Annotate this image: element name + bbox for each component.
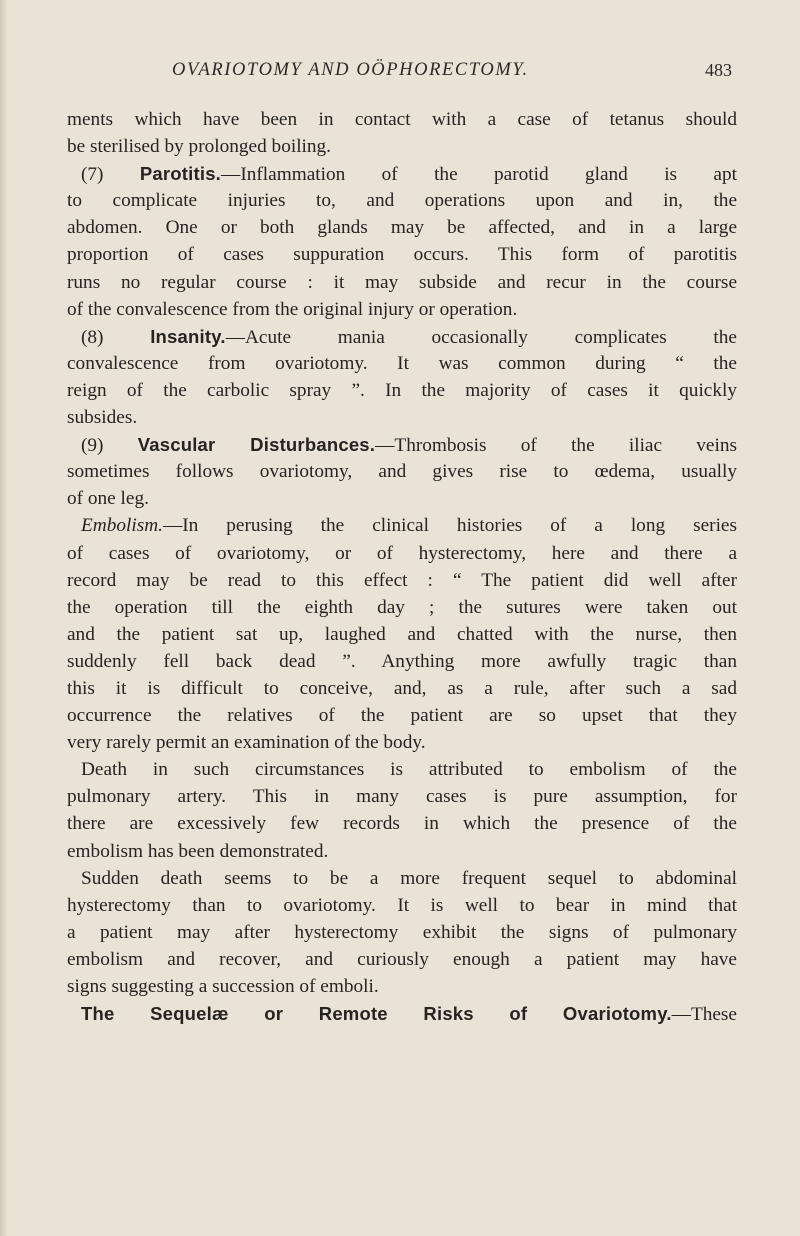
page-binding-edge bbox=[0, 0, 8, 1236]
section-embolism-line bbox=[67, 512, 737, 539]
text-line: proportion of cases suppuration occurs. This form of parotitis bbox=[67, 244, 737, 266]
text-line: be sterilised by prolonged boiling. bbox=[67, 136, 332, 158]
section-text: —Thrombosis of the iliac veins bbox=[375, 435, 737, 457]
section-text: —Acute mania occasionally complicates the bbox=[225, 326, 737, 348]
text-line: to complicate injuries to, and operations upon and in, the bbox=[67, 190, 737, 212]
section-sequelae-line bbox=[67, 1000, 737, 1027]
text-line: of cases of ovariotomy, or of hysterectomy, here and there a bbox=[67, 542, 737, 564]
text-line: very rarely permit an examination of the body. bbox=[67, 732, 426, 754]
section-number: (7) bbox=[81, 164, 104, 186]
text-line: this it is difficult to conceive, and, as a rule, after such a sad bbox=[67, 677, 737, 699]
text-line: runs no regular course : it may subside and recur in the course bbox=[67, 271, 737, 293]
section-text: —These bbox=[671, 1004, 737, 1026]
section-heading-sequelae: The Sequelæ or Remote Risks of Ovariotomy. bbox=[81, 1003, 672, 1025]
section-text: —In perusing the clinical histories of a long series bbox=[162, 515, 737, 537]
text-line: sometimes follows ovariotomy, and gives rise to œdema, usually bbox=[67, 461, 737, 483]
text-line: occurrence the relatives of the patient are so upset that they bbox=[67, 705, 737, 727]
section-heading-insanity: Insanity. bbox=[150, 325, 226, 347]
running-title: OVARIOTOMY AND OÖPHORECTOMY. bbox=[172, 60, 529, 80]
section-insanity-line bbox=[67, 323, 737, 350]
section-parotitis-line bbox=[67, 160, 737, 187]
text-line: of one leg. bbox=[67, 488, 149, 510]
text-line: embolism has been demonstrated. bbox=[67, 840, 329, 862]
section-number: (9) bbox=[81, 435, 104, 457]
text-line: ments which have been in contact with a case of tetanus should bbox=[67, 109, 737, 130]
text-line: abdomen. One or both glands may be affected, and in a large bbox=[67, 217, 737, 239]
text-line: hysterectomy than to ovariotomy. It is well to bear in mind that bbox=[67, 894, 737, 916]
text-line: convalescence from ovariotomy. It was common during “ the bbox=[67, 352, 737, 374]
section-number: (8) bbox=[81, 326, 104, 348]
text-line: record may be read to this effect : “ The patient did well after bbox=[67, 569, 737, 591]
section-heading-parotitis: Parotitis. bbox=[139, 163, 222, 185]
text-line: there are excessively few records in which the presence of the bbox=[67, 813, 737, 835]
text-line: suddenly fell back dead ”. Anything more awfully tragic than bbox=[67, 650, 737, 672]
page-number: 483 bbox=[705, 60, 732, 80]
body-text bbox=[67, 106, 737, 1027]
section-vascular-line bbox=[67, 431, 737, 458]
text-line: and the patient sat up, laughed and chatted with the nurse, then bbox=[67, 623, 737, 645]
text-line: signs suggesting a succession of emboli. bbox=[67, 976, 379, 997]
section-text: —Inflammation of the parotid gland is apt bbox=[221, 164, 737, 186]
text-line: reign of the carbolic spray ”. In the majority of cases it quickly bbox=[67, 379, 737, 401]
text-line: pulmonary artery. This in many cases is pure assumption, for bbox=[67, 786, 737, 808]
running-head bbox=[172, 60, 732, 90]
text-line: Sudden death seems to be a more frequent sequel to abdominal bbox=[81, 867, 737, 889]
text-line: embolism and recover, and curiously enough a patient may have bbox=[67, 948, 737, 970]
text-line: subsides. bbox=[67, 407, 138, 429]
text-line: the operation till the eighth day ; the sutures were taken out bbox=[67, 596, 737, 618]
text-line: of the convalescence from the original injury or operation. bbox=[67, 298, 518, 320]
text-line: a patient may after hysterectomy exhibit the signs of pulmonary bbox=[67, 921, 737, 943]
section-heading-vascular-disturbances: Vascular Disturbances. bbox=[137, 434, 376, 456]
text-line: Death in such circumstances is attributed to embolism of the bbox=[81, 759, 737, 781]
section-heading-embolism: Embolism. bbox=[81, 515, 163, 537]
